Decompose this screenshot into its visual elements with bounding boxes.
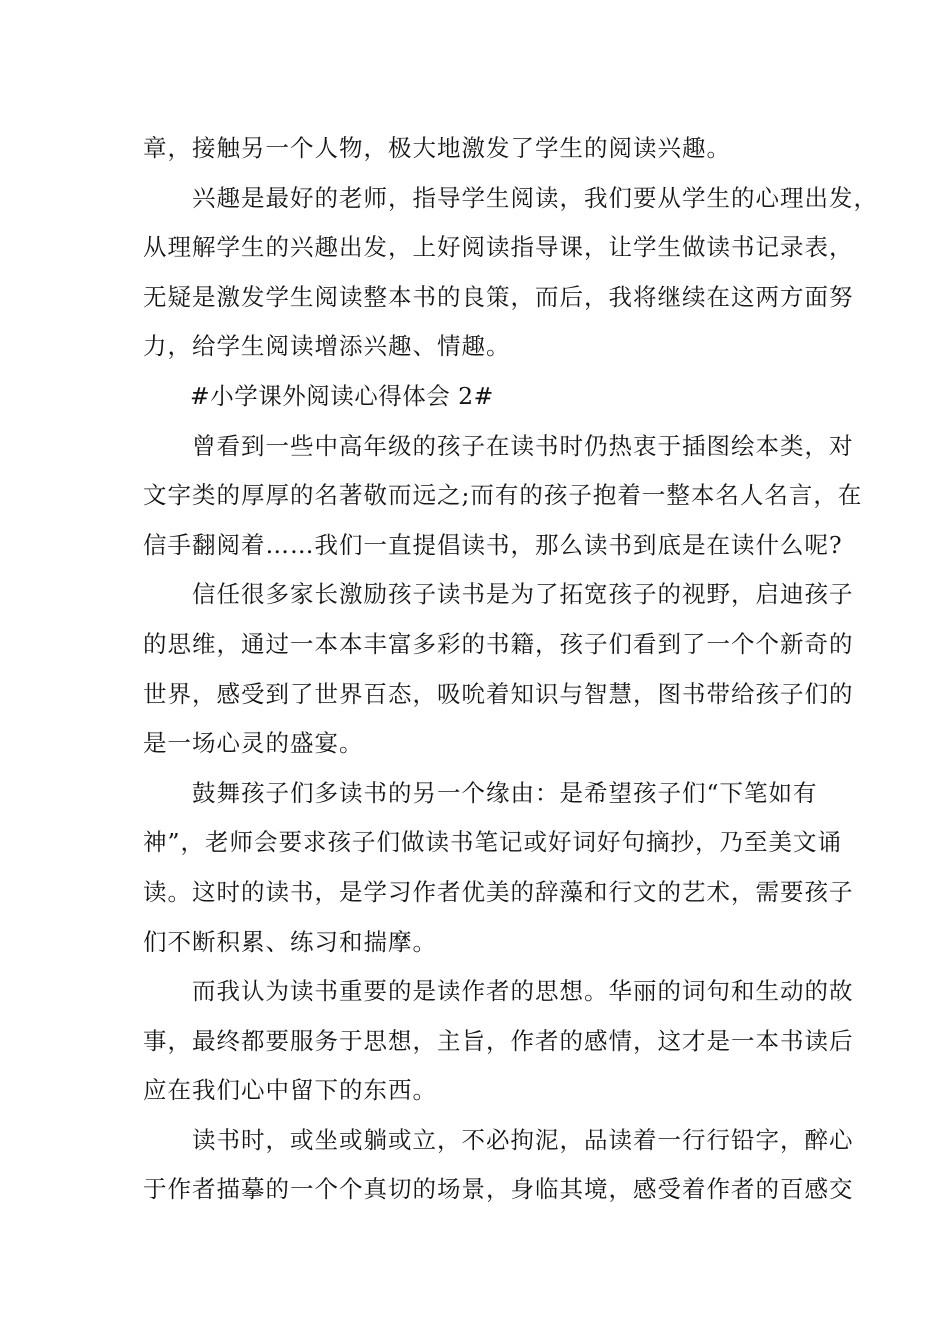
- text-line: 事，最终都要服务于思想，主旨，作者的感情，这才是一本书读后: [143, 1026, 854, 1055]
- text-line: 应在我们心中留下的东西。: [143, 1076, 437, 1105]
- text-line: 曾看到一些中高年级的孩子在读书时仍热衷于插图绘本类，对: [192, 431, 854, 460]
- text-line: 读书时，或坐或躺或立，不必拘泥，品读着一行行铅字，醉心: [192, 1125, 854, 1154]
- text-line: 是一场心灵的盛宴。: [143, 729, 364, 758]
- text-line: 神”，老师会要求孩子们做读书笔记或好词好句摘抄，乃至美文诵: [143, 828, 843, 857]
- text-line: 们不断积累、练习和揣摩。: [143, 927, 437, 956]
- text-line: 从理解学生的兴趣出发，上好阅读指导课，让学生做读书记录表，: [143, 233, 854, 262]
- text-line: 世界，感受到了世界百态，吸吮着知识与智慧，图书带给孩子们的: [143, 679, 854, 708]
- text-line: 文字类的厚厚的名著敬而远之;而有的孩子抱着一整本名人名言，在: [143, 481, 863, 510]
- body-text: [143, 124, 878, 1215]
- text-line: 信任很多家长激励孩子读书是为了拓宽孩子的视野，启迪孩子: [192, 580, 854, 609]
- section-heading: #小学课外阅读心得体会 2#: [190, 381, 494, 410]
- text-line: 而我认为读书重要的是读作者的思想。华丽的词句和生动的故: [192, 977, 854, 1006]
- text-line: 于作者描摹的一个个真切的场景，身临其境，感受着作者的百感交: [143, 1175, 854, 1204]
- text-line: 读。这时的读书，是学习作者优美的辞藻和行文的艺术，需要孩子: [143, 877, 854, 906]
- text-line: 章，接触另一个人物，极大地激发了学生的阅读兴趣。: [143, 134, 731, 162]
- text-line: 的思维，通过一本本丰富多彩的书籍，孩子们看到了一个个新奇的: [143, 629, 854, 658]
- text-line: 无疑是激发学生阅读整本书的良策，而后，我将继续在这两方面努: [143, 282, 854, 311]
- text-line: 信手翻阅着……我们一直提倡读书，那么读书到底是在读什么呢?: [143, 530, 843, 559]
- text-line: 兴趣是最好的老师，指导学生阅读，我们要从学生的心理出发，: [192, 183, 878, 212]
- text-line: 鼓舞孩子们多读书的另一个缘由：是希望孩子们“下笔如有: [192, 778, 818, 807]
- text-line: 力，给学生阅读增添兴趣、情趣。: [143, 332, 511, 361]
